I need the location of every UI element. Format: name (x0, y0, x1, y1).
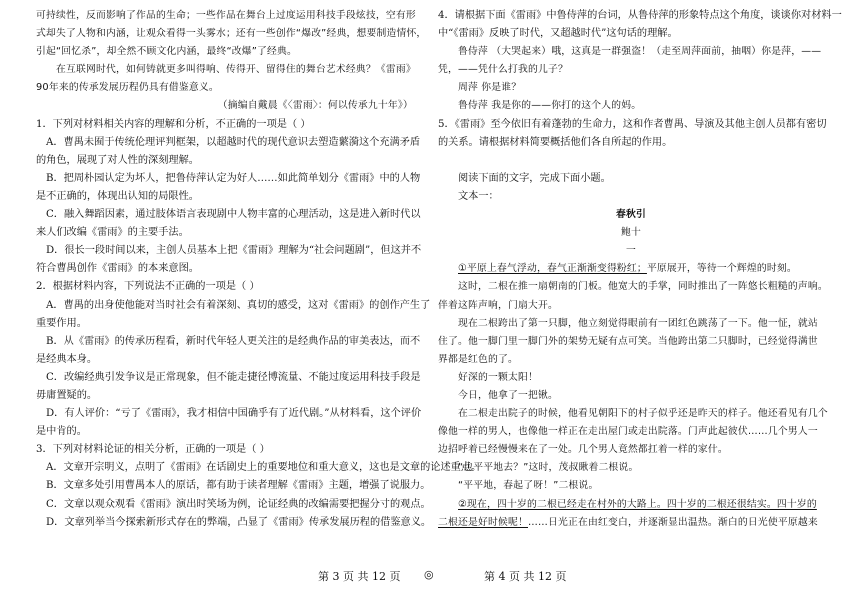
q2-option-c: C．改编经典引发争议是正常现象，但不能走捷径博流量、不能过度运用科技手段是 (46, 371, 421, 383)
text-label: 文本一： (458, 190, 499, 202)
q2-option-a: A．曹禺的出身使他能对当时社会有着深刻、真切的感受，这对《雷雨》的创作产生了 (46, 299, 431, 311)
story-line: 这时，二根在推一扇朝南的门板。他宽大的手掌，同时推出了一阵悠长粗糙的声响。 (458, 281, 828, 293)
paragraph-line: 在互联网时代，如何铸就更多叫得响、传得开、留得住的舞台艺术经典？《雷雨》 (56, 64, 416, 76)
q1-option-b-cont: 是不正确的，体现出认知的局限性。 (36, 190, 199, 202)
q1-option-a-cont: 的角色，展现了对人性的深刻理解。 (36, 154, 199, 166)
q1-option-b: B．把周朴园认定为坏人，把鲁侍萍认定为好人……如此简单划分《雷雨》中的人物 (46, 172, 421, 184)
marked-sentence-1: ①平原上春气浮动，春气正渐渐变得粉红； (458, 263, 647, 275)
story-line: 现在二根跨出了第一只脚，他立刻觉得眼前有一团红色跳荡了一下。他一怔，就站 (458, 317, 818, 329)
q3-option-b: B．文章多处引用曹禺本人的原话，都有助于读者理解《雷雨》主题，增强了说服力。 (46, 480, 431, 492)
dialogue-line: 鲁侍萍 我是你的——你打的这个人的妈。 (458, 100, 642, 112)
question-4-stem: 4．请根据下面《雷雨》中鲁侍萍的台词，从鲁侍萍的形象特点这个角度，谈谈你对材料一 (438, 10, 842, 21)
q1-option-d: D．很长一段时间以来，主创人员基本上把《雷雨》理解为“社会问题剧”，但这并不 (46, 245, 422, 257)
q2-option-d-cont: 是中肯的。 (36, 426, 87, 438)
q2-option-c-cont: 毋庸置疑的。 (36, 389, 98, 401)
story-author: 鲍十 (621, 227, 641, 239)
story-line: “平平地，春起了呀！”二根说。 (458, 480, 599, 492)
q2-option-d: D．有人评价：“亏了《雷雨》，我才相信中国确乎有了近代剧。”从材料看，这个评价 (46, 408, 422, 420)
left-page-number: 第 3 页 共 12 页 (318, 570, 401, 583)
story-line: 伴着这阵声响，门扇大开。 (438, 299, 558, 311)
source-citation: （摘编自戴晨《〈雷雨〉：何以传承九十年》） (217, 100, 413, 112)
question-5-stem-cont: 的关系。请根据材料简要概括他们各自所起的作用。 (438, 136, 673, 148)
q3-option-d: D．文章列举当今探索新形式存在的弊端，凸显了《雷雨》传承发展历程的借鉴意义。 (46, 516, 432, 528)
q1-option-c: C．融入舞蹈因素，通过肢体语言表现剧中人物丰富的心理活动，这是进入新时代以 (46, 209, 421, 221)
intro-line: 可持续性，反而影响了作品的生命；一些作品在舞台上过度运用科技手段炫技，空有形 (36, 10, 416, 21)
intro-line: 引起“回忆杀”，却全然不顾文化内涵，最终“改爆”了经典。 (36, 46, 298, 58)
question-2-stem: 2．根据材料内容，下列说法不正确的一项是（ ） (36, 281, 260, 293)
story-line: 界都是红色的了。 (438, 353, 518, 365)
q3-option-c: C．文章以观众观看《雷雨》演出时笑场为例，论证经典的改编需要把握分寸的观点。 (46, 498, 431, 510)
story-line: 像他一样的男人，也像他一样正在走出屋门或走出院落。门声此起彼伏……几个男人一 (438, 426, 818, 438)
question-3-stem: 3．下列对材料论证的相关分析，正确的一项是（ ） (36, 444, 270, 456)
q1-option-c-cont: 来人们改编《雷雨》的主要手法。 (36, 227, 189, 239)
q2-option-b: B．从《雷雨》的传承历程看，新时代年轻人更关注的是经典作品的审美表达，而不 (46, 335, 421, 347)
q3-option-a: A．文章开宗明义，点明了《雷雨》在话剧史上的重要地位和重大意义，这也是文章的论述重点。 (46, 462, 482, 474)
marked-sentence-2-cont: 二根还是好时候呢！ (438, 516, 528, 528)
dialogue-line: 凭，——凭什么打我的儿子？ (438, 64, 568, 76)
q1-option-d-cont: 符合曹禺创作《雷雨》的本来意图。 (36, 263, 199, 275)
q2-option-b-cont: 是经典本身。 (36, 353, 98, 365)
dialogue-line: 鲁侍萍 （大哭起来）哦，这真是一群强盗！（走至周萍面前，抽咽）你是萍，—— (458, 46, 822, 58)
story-line: 好深的一颗太阳！ (458, 371, 538, 383)
marked-sentence-2: ②现在，四十岁的二根已经走在村外的大路上。四十岁的二根还很结实。四十岁的 (458, 498, 817, 510)
right-page-number: 第 4 页 共 12 页 (484, 570, 567, 583)
story-line: 边招呼着已经慢慢来在了一处。几个男人竟然都扛着一样的家什。 (438, 444, 728, 456)
story-line: 二根还是好时候呢！……日光正在由红变白，并逐渐显出温热。渐白的日光使平原越来 (438, 516, 818, 528)
right-column (438, 7, 842, 532)
reading-instruction: 阅读下面的文字，完成下面小题。 (458, 172, 611, 184)
intro-line: 式却失了人物和内涵，让观众看得一头雾水；还有一些创作“爆改”经典，想要制造情怀， (36, 28, 427, 40)
story-title: 春秋引 (616, 209, 646, 221)
q2-option-a-cont: 重要作用。 (36, 317, 87, 329)
footer-symbol: ◎ (424, 568, 434, 581)
question-4-stem-cont: 中“《雷雨》反映了时代，又超越时代”这句话的理解。 (438, 28, 678, 40)
paragraph-line: 90年来的传承发展历程仍具有借鉴意义。 (36, 82, 219, 94)
story-line: 住了。他一脚门里一脚门外的架势无疑有点可笑。当他跨出第二只脚时，已经觉得满世 (438, 335, 818, 347)
story-line: “也平平地去？”这时，茂叔瞅着二根说。 (458, 462, 639, 474)
story-line: 今日，他拿了一把锹。 (458, 389, 558, 401)
q1-option-a: A．曹禺未囿于传统伦理评判框架，以超越时代的现代意识去塑造蘩漪这个充满矛盾 (46, 136, 421, 148)
dialogue-line: 周萍 你是谁？ (458, 82, 522, 94)
section-number: 一 (626, 245, 636, 257)
story-sentence-1: ①平原上春气浮动，春气正渐渐变得粉红；平原展开，等待一个辉煌的时刻。 (458, 263, 797, 275)
question-5-stem: 5．《雷雨》至今依旧有着蓬勃的生命力，这和作者曹禺、导演及其他主创人员都有密切 (438, 118, 827, 130)
story-line: 在二根走出院子的时候，他看见朝阳下的村子似乎还是昨天的样子。他还看见有几个 (458, 408, 828, 420)
question-1-stem: 1．下列对材料相关内容的理解和分析，不正确的一项是（ ） (36, 118, 311, 130)
